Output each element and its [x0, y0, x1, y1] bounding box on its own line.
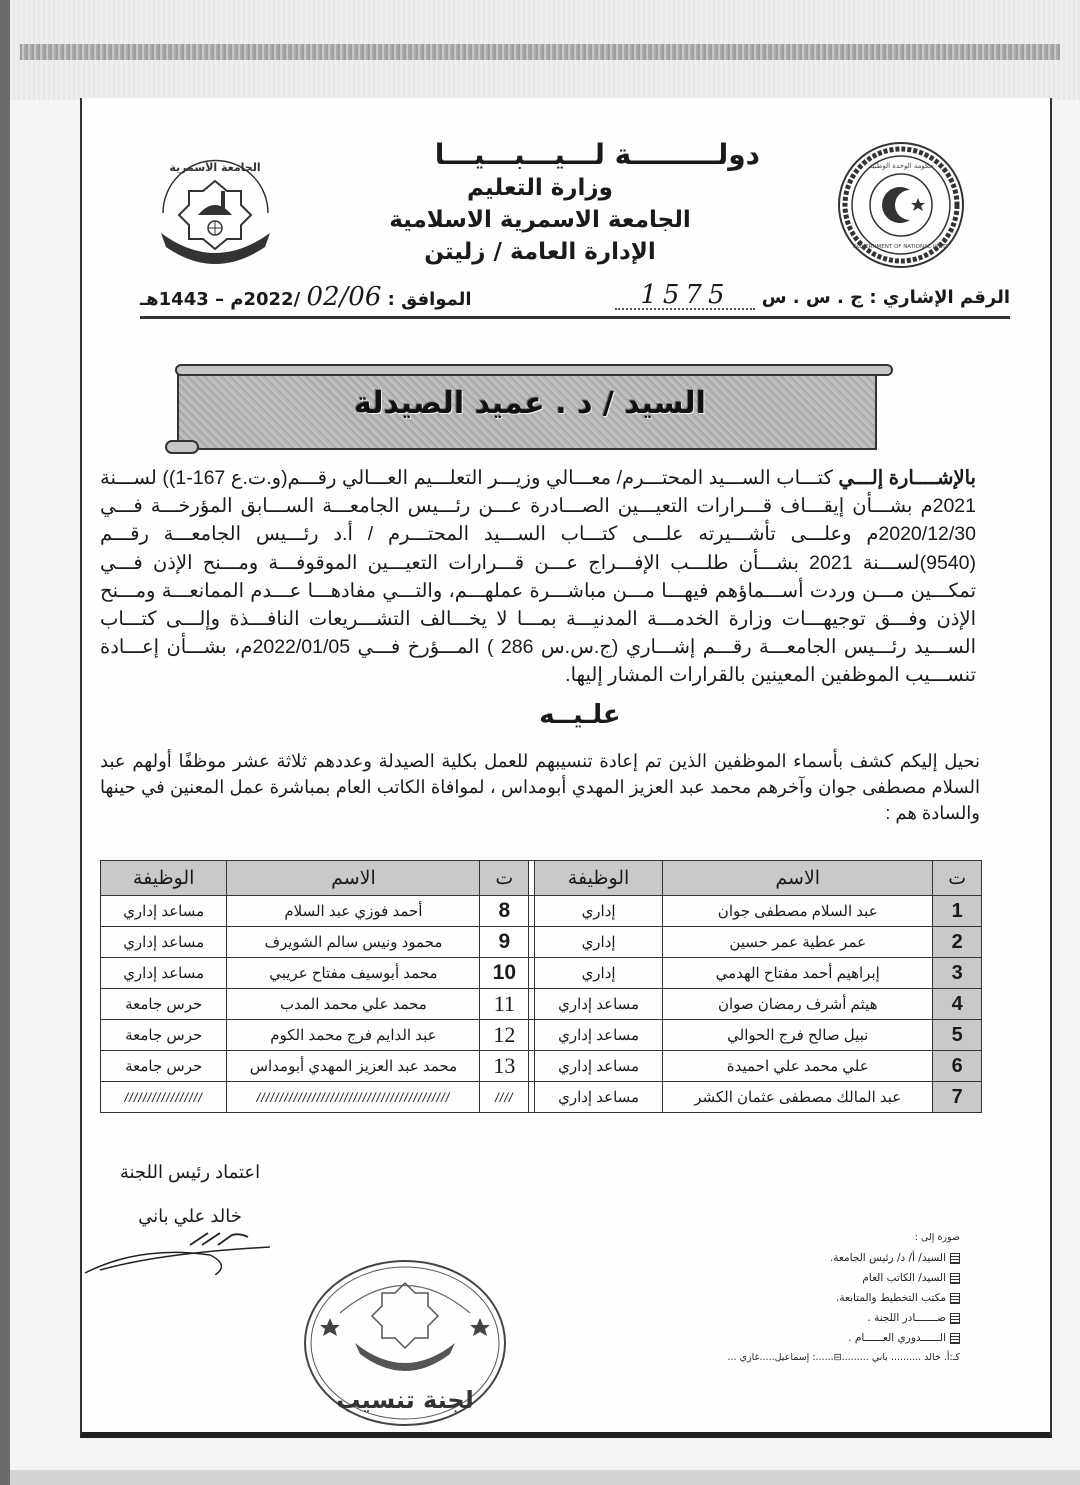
- employee-name: هيثم أشرف رمضان صوان: [663, 989, 933, 1020]
- employee-job: إداري: [535, 958, 663, 989]
- svg-text:الجامعة الأسمرية: الجامعة الأسمرية: [169, 161, 261, 174]
- letterhead-country: دولـــــــــة لـــيـــبـــيـــا: [434, 138, 760, 171]
- header-num-right: ت: [933, 861, 982, 896]
- employee-job: مساعد إداري: [535, 1051, 663, 1082]
- table-separator: [529, 958, 535, 989]
- table-separator: [529, 1020, 535, 1051]
- header-job-right: الوظيفة: [535, 861, 663, 896]
- header-name-left: الاسم: [227, 861, 480, 896]
- copies-to-block: [700, 1228, 960, 1368]
- copy-recipient: السيد/ الكاتب العام: [700, 1268, 960, 1288]
- copies-to-title: صورة إلى :: [914, 1232, 960, 1243]
- employee-name: علي محمد علي احميدة: [663, 1051, 933, 1082]
- staff-table: [100, 860, 982, 1113]
- table-separator: [529, 1051, 535, 1082]
- document-icon: [950, 1273, 960, 1284]
- reference-date-block: [140, 282, 472, 312]
- paragraph-text: كتـــاب الســـيد المحتـــرم/ معـــالي وزيـــر التعلـــيم العـــالي رقـــم(و.ت.ع 167-1)) لســـنة 2021م بشـــأن إيقـــاف قـــرارات التعيـــين الصـــادرة عـــن رئـــيس الجامعـــة الســـابق المؤرخـــة فـــي 2020/12/30م وعلـــى تأشـــيرته علـــى كتـــاب الســـيد المحتـــرم / أ.د رئـــيس الجامعـــة رقـــم (9540)لســـنة 2021 بشـــأن طلـــب الإفـــراج عـــن قـــرارات التعيـــين الموقوفـــة ومـــنح الإذن فـــي تمكـــين مـــن وردت أســـماؤهم فيهـــا مـــن مباشـــرة عملهـــم، والتـــي مفادهـــا عـــدم الممانعـــة ومـــنح الإذن وفـــق توجيهـــات وزارة الخدمـــة المدنيـــة بمـــا لا يخـــالف التشـــريعات النافـــذة وإلـــى كتـــاب الســـيد رئـــيس الجامعـــة رقـــم إشـــاري (ج.س.س 286 ) المـــؤرخ فـــي 2022/01/05م، بشـــأن إعـــادة تنســـيب الموظفين المعينين بالقرارات المشار إليها.: [100, 467, 976, 687]
- letterhead-department: الإدارة العامة / زليتن: [424, 239, 656, 265]
- header-num-left: ت: [480, 861, 529, 896]
- header-job-left: الوظيفة: [101, 861, 227, 896]
- banner-roll-top: [175, 364, 893, 376]
- row-number: 4: [933, 989, 982, 1020]
- employee-job: حرس جامعة: [101, 989, 227, 1020]
- row-number: 12: [480, 1020, 529, 1051]
- row-number: 2: [933, 927, 982, 958]
- date-handwritten: 02/06: [306, 282, 382, 312]
- government-seal-logo: [836, 140, 966, 270]
- row-number: 11: [480, 989, 529, 1020]
- svg-text:1995: 1995: [206, 257, 224, 265]
- row-number-blank: ////: [480, 1082, 529, 1113]
- document-icon: [950, 1313, 960, 1324]
- table-row: [101, 927, 982, 958]
- employee-name-blank: //////////////////////////////////////////: [227, 1082, 480, 1113]
- alayh-heading: [390, 700, 770, 730]
- body-paragraph: [100, 464, 976, 690]
- employee-job: إداري: [535, 927, 663, 958]
- svg-text:GOVERNMENT OF NATIONAL UNITY: GOVERNMENT OF NATIONAL UNITY: [852, 244, 950, 250]
- copy-recipient: مكتب التخطيط والمتابعة.: [700, 1288, 960, 1308]
- paragraph-lead: بالإشــــارة إلـــي: [838, 467, 976, 489]
- letterhead-university: الجامعة الاسمرية الاسلامية: [389, 207, 691, 233]
- employee-name: محمد أبوسيف مفتاح عريبي: [227, 958, 480, 989]
- employee-name: عبد الدايم فرج محمد الكوم: [227, 1020, 480, 1051]
- scan-band: [20, 44, 1060, 60]
- employee-job: إداري: [535, 896, 663, 927]
- document-icon: [950, 1293, 960, 1304]
- table-row: [101, 1051, 982, 1082]
- reference-line: [140, 278, 1010, 312]
- employee-name: إبراهيم أحمد مفتاح الهدمي: [663, 958, 933, 989]
- table-row: [101, 958, 982, 989]
- copy-recipient: السيد/ أ/ د/ رئيس الجامعة.: [700, 1248, 960, 1268]
- letterhead-ministry: وزارة التعليم: [467, 175, 613, 201]
- addressee-banner: [165, 362, 895, 454]
- table-separator: [529, 896, 535, 927]
- table-row: [101, 989, 982, 1020]
- employee-job: مساعد إداري: [535, 989, 663, 1020]
- row-number: 3: [933, 958, 982, 989]
- table-separator: [529, 927, 535, 958]
- date-label: الموافق :: [387, 289, 472, 310]
- document-icon: [950, 1333, 960, 1344]
- employee-name: أحمد فوزي عبد السلام: [227, 896, 480, 927]
- row-number: 6: [933, 1051, 982, 1082]
- employee-job: حرس جامعة: [101, 1051, 227, 1082]
- employee-job: حرس جامعة: [101, 1020, 227, 1051]
- employee-job-blank: /////////////////: [101, 1082, 227, 1113]
- employee-job: مساعد إداري: [535, 1082, 663, 1113]
- row-number: 8: [480, 896, 529, 927]
- reference-number: 1575: [615, 282, 755, 310]
- employee-job: مساعد إداري: [535, 1020, 663, 1051]
- scan-edge-bottom: [10, 1470, 1080, 1485]
- svg-text:حكومة الوحدة الوطنية: حكومة الوحدة الوطنية: [868, 162, 934, 170]
- table-separator: [529, 861, 535, 896]
- row-number: 10: [480, 958, 529, 989]
- reference-label: الرقم الإشاري : ج . س . س: [761, 287, 1010, 308]
- alayh-text: علـيــه: [539, 700, 621, 730]
- approval-name: خالد علي باني: [138, 1206, 242, 1226]
- table-separator: [529, 989, 535, 1020]
- university-emblem-logo: [143, 143, 288, 268]
- date-suffix: /2022م – 1443هـ: [140, 289, 301, 310]
- row-number: 5: [933, 1020, 982, 1051]
- scan-edge-left: [0, 0, 10, 1485]
- row-number: 7: [933, 1082, 982, 1113]
- table-row: [101, 1082, 982, 1113]
- copy-recipient: صـــــــادر اللجنة .: [700, 1308, 960, 1328]
- header-name-right: الاسم: [663, 861, 933, 896]
- employee-name: محمد علي محمد المدب: [227, 989, 480, 1020]
- employee-name: عمر عطية عمر حسين: [663, 927, 933, 958]
- approval-title: اعتماد رئيس اللجنة: [119, 1162, 261, 1182]
- employee-name: عبد المالك مصطفى عثمان الكشر: [663, 1082, 933, 1113]
- reference-number-block: [615, 282, 1010, 310]
- table-header-row: [101, 861, 982, 896]
- body-paragraph-2: نحيل إليكم كشف بأسماء الموظفين الذين تم إعادة تنسيبهم للعمل بكلية الصيدلة وعددهم ثلاثة عشر موظفًا أولهم عبد السلام مصطفى جوان وآخرهم محمد عبد العزيز المهدي أبومداس ، لموافاة الكاتب العام بمباشرة عمل المعنين في حينها والسادة هم :: [100, 751, 980, 823]
- row-number: 9: [480, 927, 529, 958]
- copy-recipient: الــــــدوري العــــــام .: [700, 1328, 960, 1348]
- committee-stamp: [300, 1258, 510, 1428]
- table-separator: [529, 1082, 535, 1113]
- document-icon: [950, 1253, 960, 1264]
- letterhead: [300, 138, 780, 268]
- table-row: [101, 1020, 982, 1051]
- employee-name: محمد عبد العزيز المهدي أبومداس: [227, 1051, 480, 1082]
- employee-name: عبد السلام مصطفى جوان: [663, 896, 933, 927]
- svg-text:لجنة تنسيب: لجنة تنسيب: [336, 1386, 474, 1414]
- signature: [80, 1225, 280, 1275]
- row-number: 13: [480, 1051, 529, 1082]
- banner-roll-bottom: [165, 440, 199, 454]
- employee-name: نبيل صالح فرج الحوالي: [663, 1020, 933, 1051]
- employee-job: مساعد إداري: [101, 958, 227, 989]
- addressee-title: السيد / د . عميد الصيدلة: [354, 386, 706, 421]
- table-row: [101, 896, 982, 927]
- row-number: 1: [933, 896, 982, 927]
- employee-job: مساعد إداري: [101, 927, 227, 958]
- typist-footer: كـ:أ. خالد .......... باني .........⊟......: إسماعيل.....غازي ...: [727, 1352, 960, 1363]
- employee-job: مساعد إداري: [101, 896, 227, 927]
- header-divider: [140, 316, 1010, 319]
- employee-name: محمود ونيس سالم الشويرف: [227, 927, 480, 958]
